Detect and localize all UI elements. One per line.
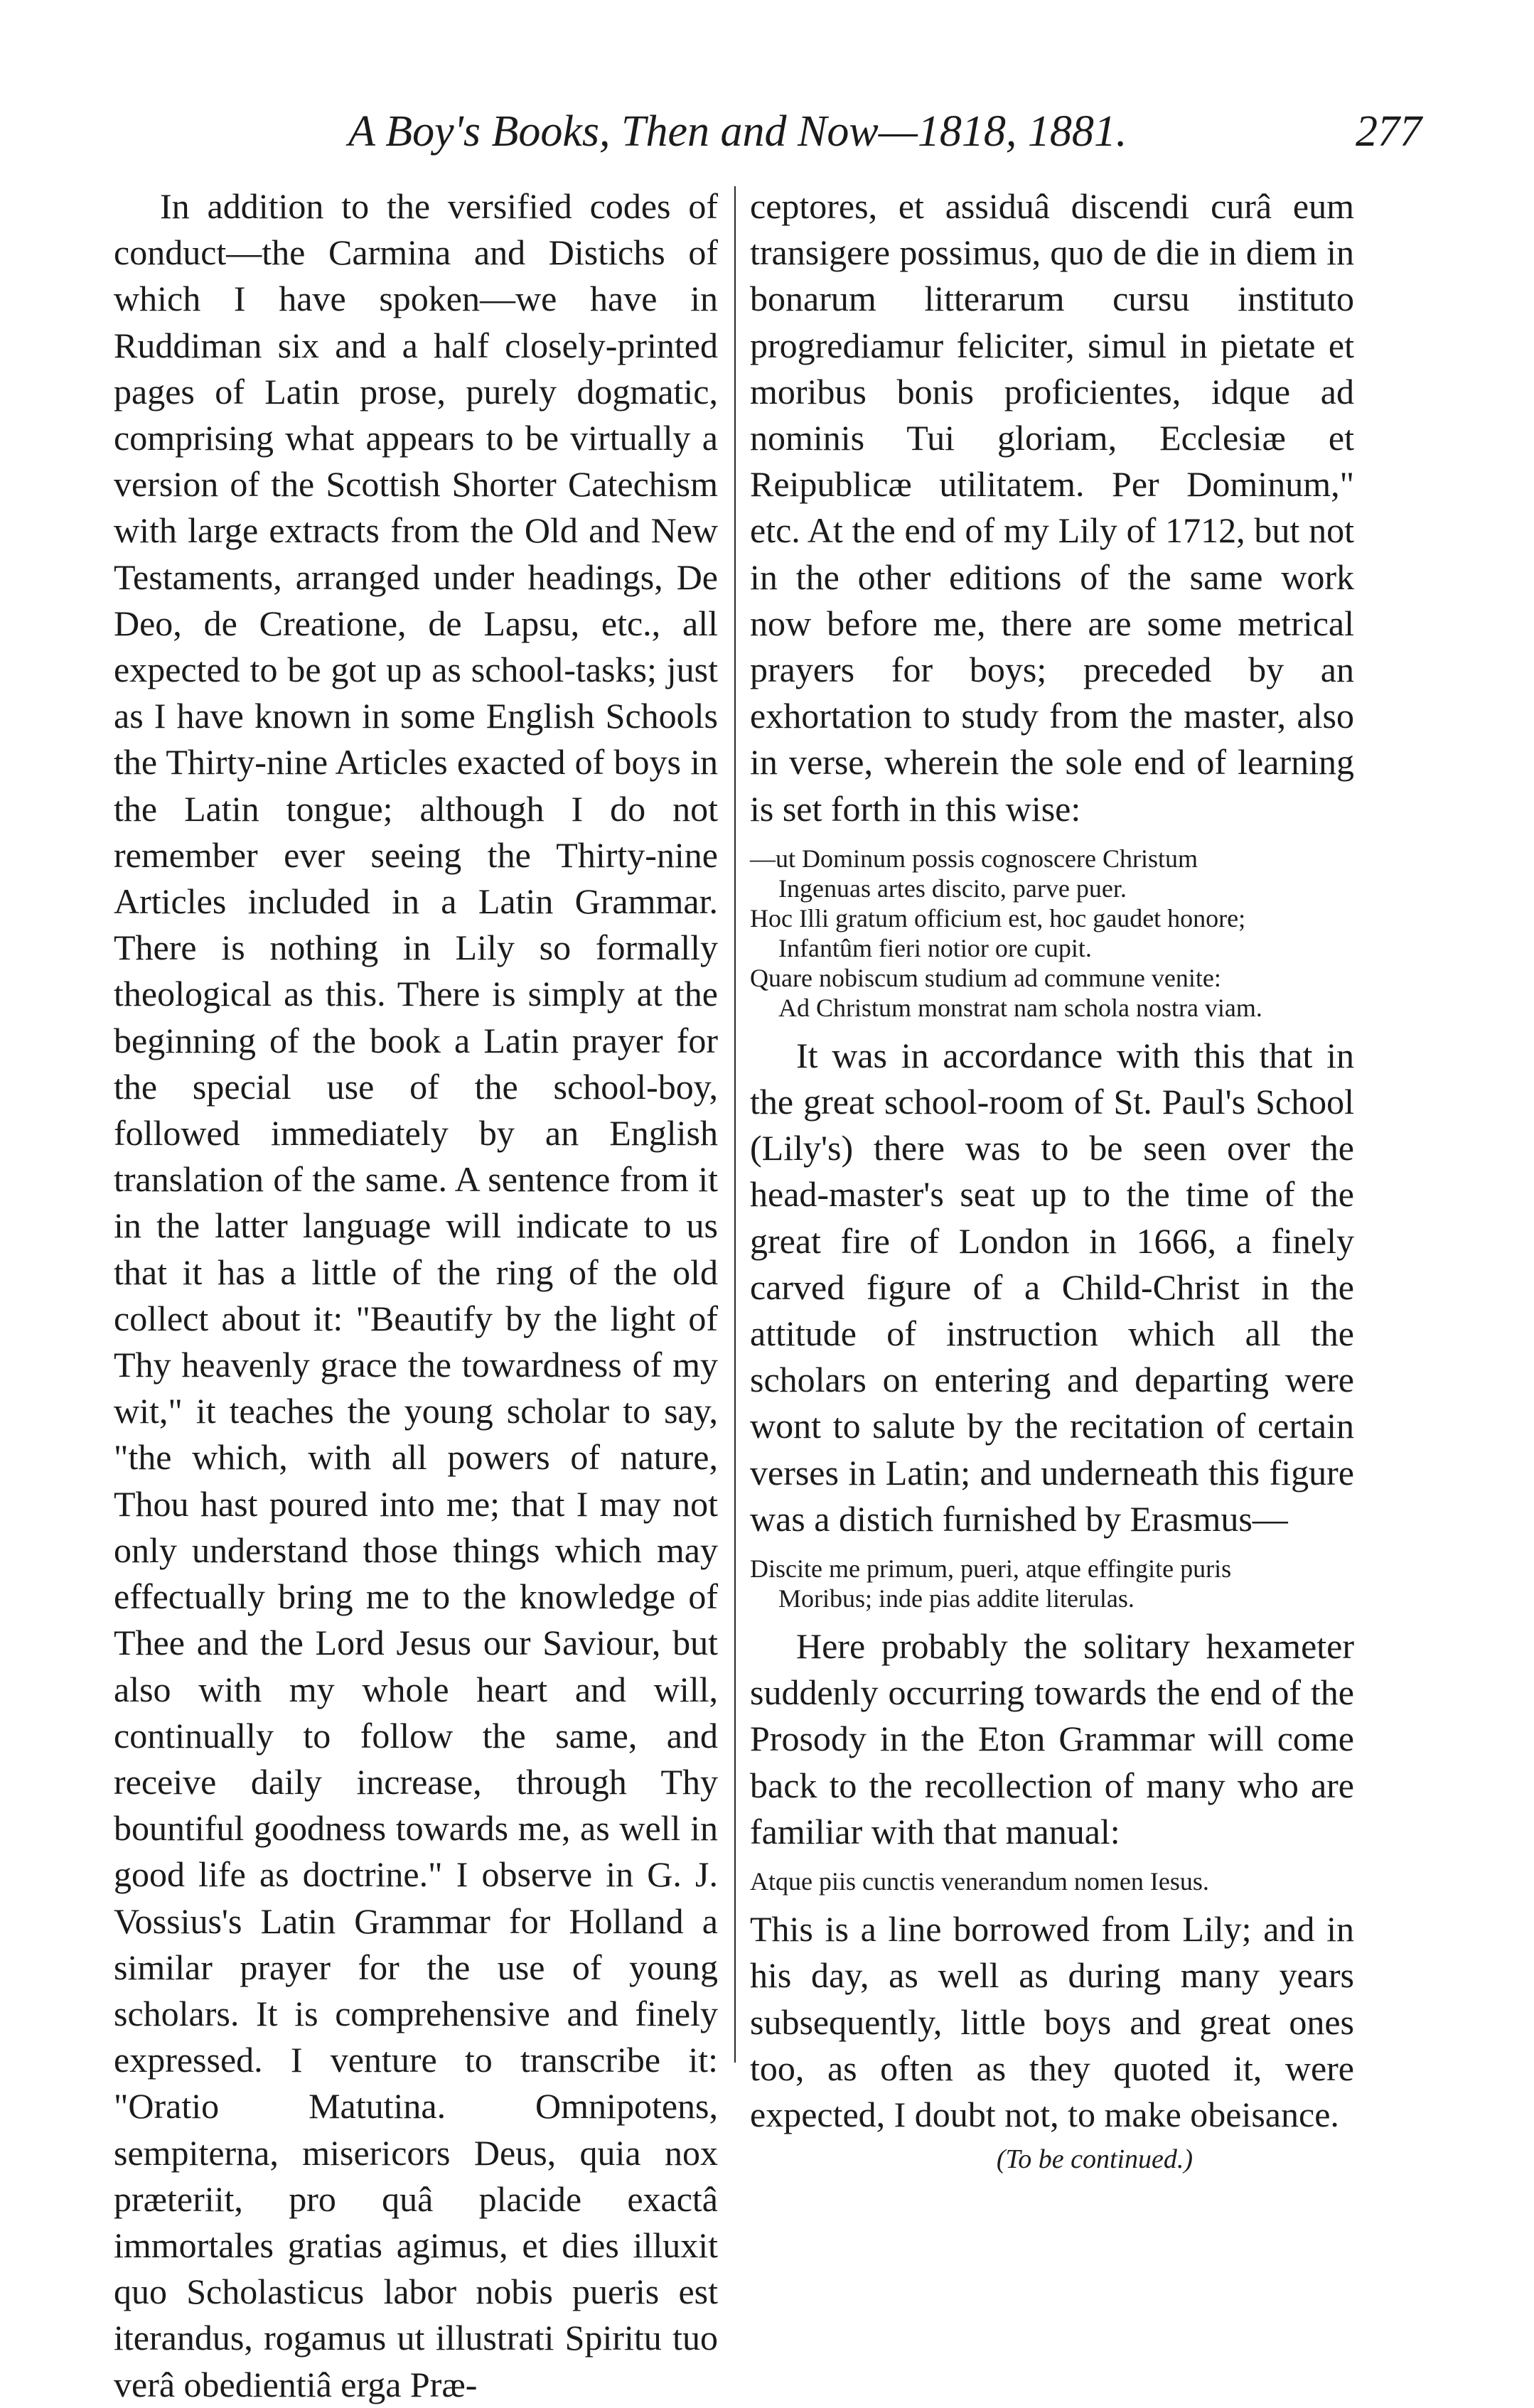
running-title: A Boy's Books, Then and Now—1818, 1881. (348, 107, 1127, 156)
latin-distich-erasmus (750, 1554, 1354, 1613)
to-be-continued-note: (To be continued.) (996, 2144, 1194, 2175)
verse-line: Quare nobiscum studium ad commune venite: (750, 963, 1221, 992)
running-header (114, 107, 1422, 171)
latin-hexameter (750, 1866, 1354, 1896)
verse-line: Discite me primum, pueri, atque effingite puris (750, 1554, 1232, 1584)
verse-line: Moribus; inde pias addite literulas. (778, 1584, 1135, 1613)
latin-verse-exhortation (750, 844, 1354, 1023)
verse-line: Ingenuas artes discito, parve puer. (778, 874, 1127, 903)
column-divider (734, 186, 736, 2063)
verse-line: Hoc Illi gratum officium est, hoc gaudet honore; (750, 903, 1246, 932)
body-paragraph: It was in accordance with this that in the great school-room of St. Paul's School (Lily's) there was to be seen over the head-master's seat up to the time of the great fire of London in 1666, a finely carved figure of a Child-Christ in the attitude of instruction which all the scholars on entering and departing were wont to salute by the recitation of certain verses in Latin; and underneath this figure was a distich furnished by Erasmus— (750, 1035, 1354, 1539)
verse-line: Infantûm fieri notior ore cupit. (778, 933, 1092, 962)
body-paragraph: This is a line borrowed from Lily; and in his day, as well as during many years subsequently, little boys and great ones too, as often as they quoted it, were expected, I doubt not, to make obeisance. (750, 1909, 1354, 2134)
body-paragraph: In addition to the versified codes of conduct—the Carmina and Distichs of which I have spoken—we have in Ruddiman six and a half closely-printed pages of Latin prose, purely dogmatic, comprising what appears to be virtually a version of the Scottish Shorter Catechism with large extracts from the Old and New Testaments, arranged under headings, De Deo, de Creatione, de Lapsu, etc., all expected to be got up as school-tasks; just as I have known in some English Schools the Thirty-nine Articles exacted of boys in the Latin tongue; although I do not remember ever seeing the Thirty-nine Articles included in a Latin Grammar. There is nothing in Lily so formally theological as this. There is simply at the beginning of the book a Latin prayer for the special use of the school-boy, followed immediately by an English translation of the same. A sentence from it in the latter language will indicate to us that it has a little of the ring of the old collect about it: "Beautify by the light of Thy heavenly grace the towardness of my wit," it teaches the young scholar to say, "the which, with all powers of nature, Thou hast poured into me; that I may not only understand those things which may effectually bring me to the knowledge of Thee and the Lord Jesus our Saviour, but also with my whole heart and will, continually to follow the same, and receive daily increase, through Thy bountiful goodness towards me, as well in good life as doctrine." I observe in G. J. Vossius's Latin Grammar for Holland a similar prayer for the use of young scholars. It is comprehensive and finely expressed. I venture to transcribe it: "Oratio Matutina. Omnipotens, sempiterna, misericors Deus, quia nox præteriit, pro quâ placide exactâ immortales gratias agimus, et dies illuxit quo Scholasticus labor nobis pueris est iterandus, rogamus ut illustrati Spiritu tuo verâ obedientiâ erga Præ- (114, 186, 718, 2404)
body-paragraph-continued: ceptores, et assiduâ discendi curâ eum transigere possimus, quo de die in diem in bonarum litterarum cursu instituto progrediamur feliciter, simul in pietate et moribus bonis proficientes, idque ad nominis Tui gloriam, Ecclesiæ et Reipublicæ utilitatem. Per Dominum," etc. At the end of my Lily of 1712, but not in the other editions of the same work now before me, there are some metrical prayers for boys; preceded by an exhortation to study from the master, also in verse, wherein the sole end of learning is set forth in this wise: (750, 186, 1354, 829)
verse-line: Ad Christum monstrat nam schola nostra viam. (778, 993, 1262, 1022)
verse-line: —ut Dominum possis cognoscere Christum (750, 844, 1198, 873)
page-number: 277 (1356, 107, 1422, 156)
verse-line: Atque piis cunctis venerandum nomen Iesus. (750, 1867, 1209, 1896)
right-column (750, 183, 1354, 2175)
body-paragraph: Here probably the solitary hexameter suddenly occurring towards the end of the Prosody in the Eton Grammar will come back to the recollection of many who are familiar with that manual: (750, 1626, 1354, 1851)
left-column (114, 183, 718, 2408)
